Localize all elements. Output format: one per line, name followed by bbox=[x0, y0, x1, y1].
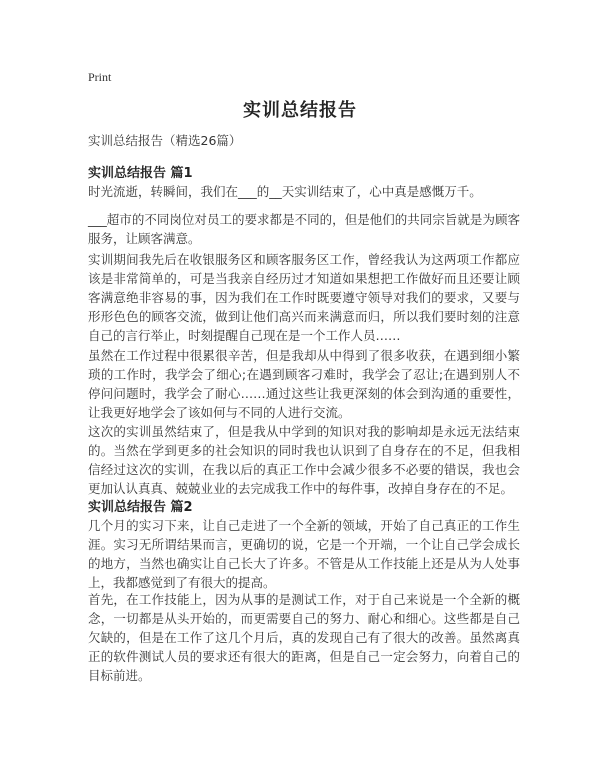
paragraph: 虽然在工作过程中很累很辛苦，但是我却从中得到了很多收获，在遇到细小繁琐的工作时，我学会了细心;在遇到顾客刁难时，我学会了忍让;在遇到别人不停问问题时，我学会了耐心……通过这些让我更深刻的体会到沟通的重要性，让我更好地学会了该如何与不同的人进行交流。 bbox=[88, 348, 520, 420]
section-heading-1: 实训总结报告 篇1 bbox=[88, 166, 193, 181]
paragraph: 时光流逝，转瞬间，我们在___的__天实训结束了，心中真是感慨万千。 bbox=[88, 184, 482, 199]
document-subtitle: 实训总结报告（精选26篇） bbox=[88, 133, 242, 148]
paragraph: ___超市的不同岗位对员工的要求都是不同的，但是他们的共同宗旨就是为顾客服务，让顾客满意。 bbox=[88, 212, 520, 246]
paragraph: 几个月的实习下来，让自己走进了一个全新的领域，开始了自己真正的工作生涯。实习无所谓结果而言，更确切的说，它是一个开端，一个让自己学会成长的地方，当然也确实让自己长大了许多。不管是从工作技能上还是从为人处事上，我都感觉到了有很大的提高。 bbox=[88, 518, 520, 590]
paragraph: 实训期间我先后在收银服务区和顾客服务区工作，曾经我认为这两项工作都应该是非常简单的，可是当我亲自经历过才知道如果想把工作做好而且还要让顾客满意绝非容易的事，因为我们在工作时既要遵守领导对我们的要求，又要与形形色色的顾客交流，做到让他们高兴而来满意而归，所以我们要时刻的注意自己的言行举止，时刻提醒自己现在是一个工作人员…… bbox=[88, 252, 520, 343]
print-link[interactable]: Print bbox=[88, 70, 112, 84]
section-heading-2: 实训总结报告 篇2 bbox=[88, 500, 193, 515]
page-title: 实训总结报告 bbox=[243, 100, 357, 121]
paragraph: 首先，在工作技能上，因为从事的是测试工作，对于自己来说是一个全新的概念，一切都是从头开始的，而更需要自己的努力、耐心和细心。这些都是自己欠缺的，但是在工作了这几个月后，真的发现自己有了很大的改善。虽然离真正的软件测试人员的要求还有很大的距离，但是自己一定会努力，向着自己的目标前进。 bbox=[88, 592, 520, 683]
paragraph: 这次的实训虽然结束了，但是我从中学到的知识对我的影响却是永远无法结束的。当然在学到更多的社会知识的同时我也认识到了自身存在的不足，但我相信经过这次的实训，在我以后的真正工作中会减少很多不必要的错误，我也会更加认认真真、兢兢业业的去完成我工作中的每件事，改掉自身存在的不足。 bbox=[88, 424, 520, 496]
